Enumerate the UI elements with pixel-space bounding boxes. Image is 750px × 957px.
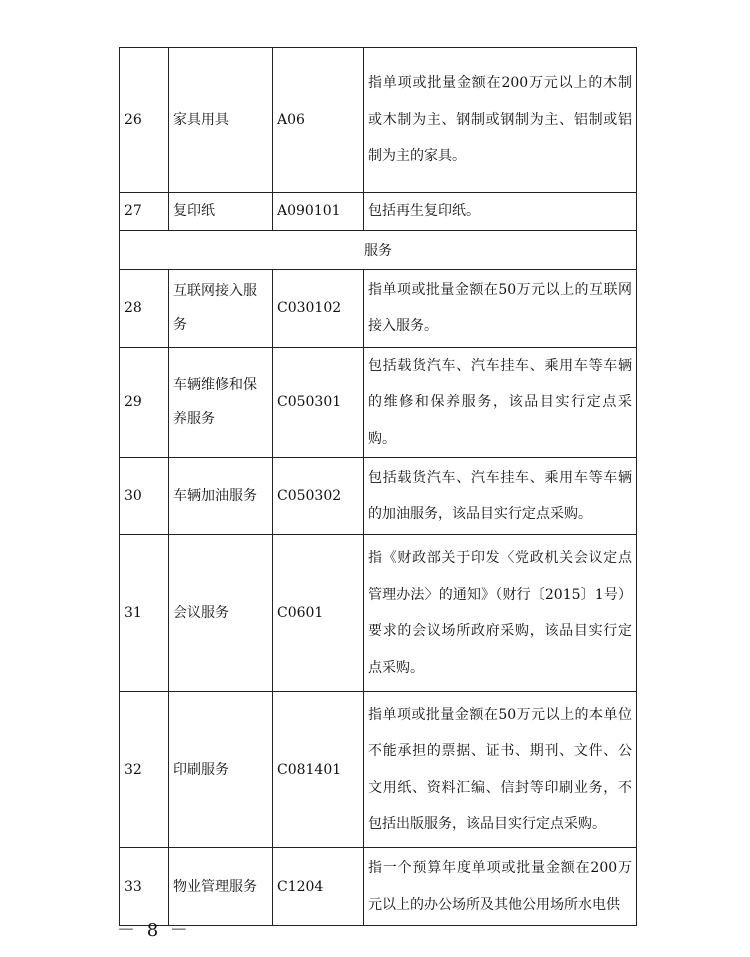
item-code: C1204 (273, 848, 364, 926)
item-code: A06 (273, 48, 364, 193)
table-row (120, 535, 637, 692)
item-code: C050301 (273, 347, 364, 458)
table-row (120, 193, 637, 231)
item-description: 指单项或批量金额在200万元以上的木制或木制为主、钢制或钢制为主、铝制或铝制为主的家具。 (364, 48, 637, 193)
item-name: 会议服务 (169, 535, 273, 692)
table-row (120, 848, 637, 926)
table-row (120, 347, 637, 458)
item-name: 车辆维修和保养服务 (169, 347, 273, 458)
item-description: 包括载货汽车、汽车挂车、乘用车等车辆的维修和保养服务，该品目实行定点采购。 (364, 347, 637, 458)
item-description: 包括再生复印纸。 (364, 193, 637, 231)
row-number: 31 (120, 535, 169, 692)
item-code: C081401 (273, 692, 364, 848)
section-header-row (120, 230, 637, 269)
item-name: 印刷服务 (169, 692, 273, 848)
item-description: 指单项或批量金额在50万元以上的互联网接入服务。 (364, 269, 637, 347)
item-description: 指一个预算年度单项或批量金额在200万元以上的办公场所及其他公用场所水电供 (364, 848, 637, 926)
item-code: C030102 (273, 269, 364, 347)
table-row (120, 269, 637, 347)
table-row (120, 692, 637, 848)
item-name: 复印纸 (169, 193, 273, 231)
page-number: － 8 － (117, 920, 191, 941)
item-code: A090101 (273, 193, 364, 231)
section-title: 服务 (120, 230, 637, 269)
item-name: 车辆加油服务 (169, 458, 273, 535)
row-number: 29 (120, 347, 169, 458)
table-row (120, 458, 637, 535)
item-description: 包括载货汽车、汽车挂车、乘用车等车辆的加油服务，该品目实行定点采购。 (364, 458, 637, 535)
item-code: C0601 (273, 535, 364, 692)
item-description: 指《财政部关于印发〈党政机关会议定点管理办法〉的通知》（财行〔2015〕1号）要求的会议场所政府采购，该品目实行定点采购。 (364, 535, 637, 692)
item-code: C050302 (273, 458, 364, 535)
row-number: 33 (120, 848, 169, 926)
procurement-catalog-table (119, 47, 637, 926)
item-description: 指单项或批量金额在50万元以上的本单位不能承担的票据、证书、期刊、文件、公文用纸、资料汇编、信封等印刷业务，不包括出版服务，该品目实行定点采购。 (364, 692, 637, 848)
row-number: 28 (120, 269, 169, 347)
table-row (120, 48, 637, 193)
row-number: 30 (120, 458, 169, 535)
row-number: 32 (120, 692, 169, 848)
item-name: 家具用具 (169, 48, 273, 193)
item-name: 物业管理服务 (169, 848, 273, 926)
item-name: 互联网接入服务 (169, 269, 273, 347)
row-number: 27 (120, 193, 169, 231)
row-number: 26 (120, 48, 169, 193)
